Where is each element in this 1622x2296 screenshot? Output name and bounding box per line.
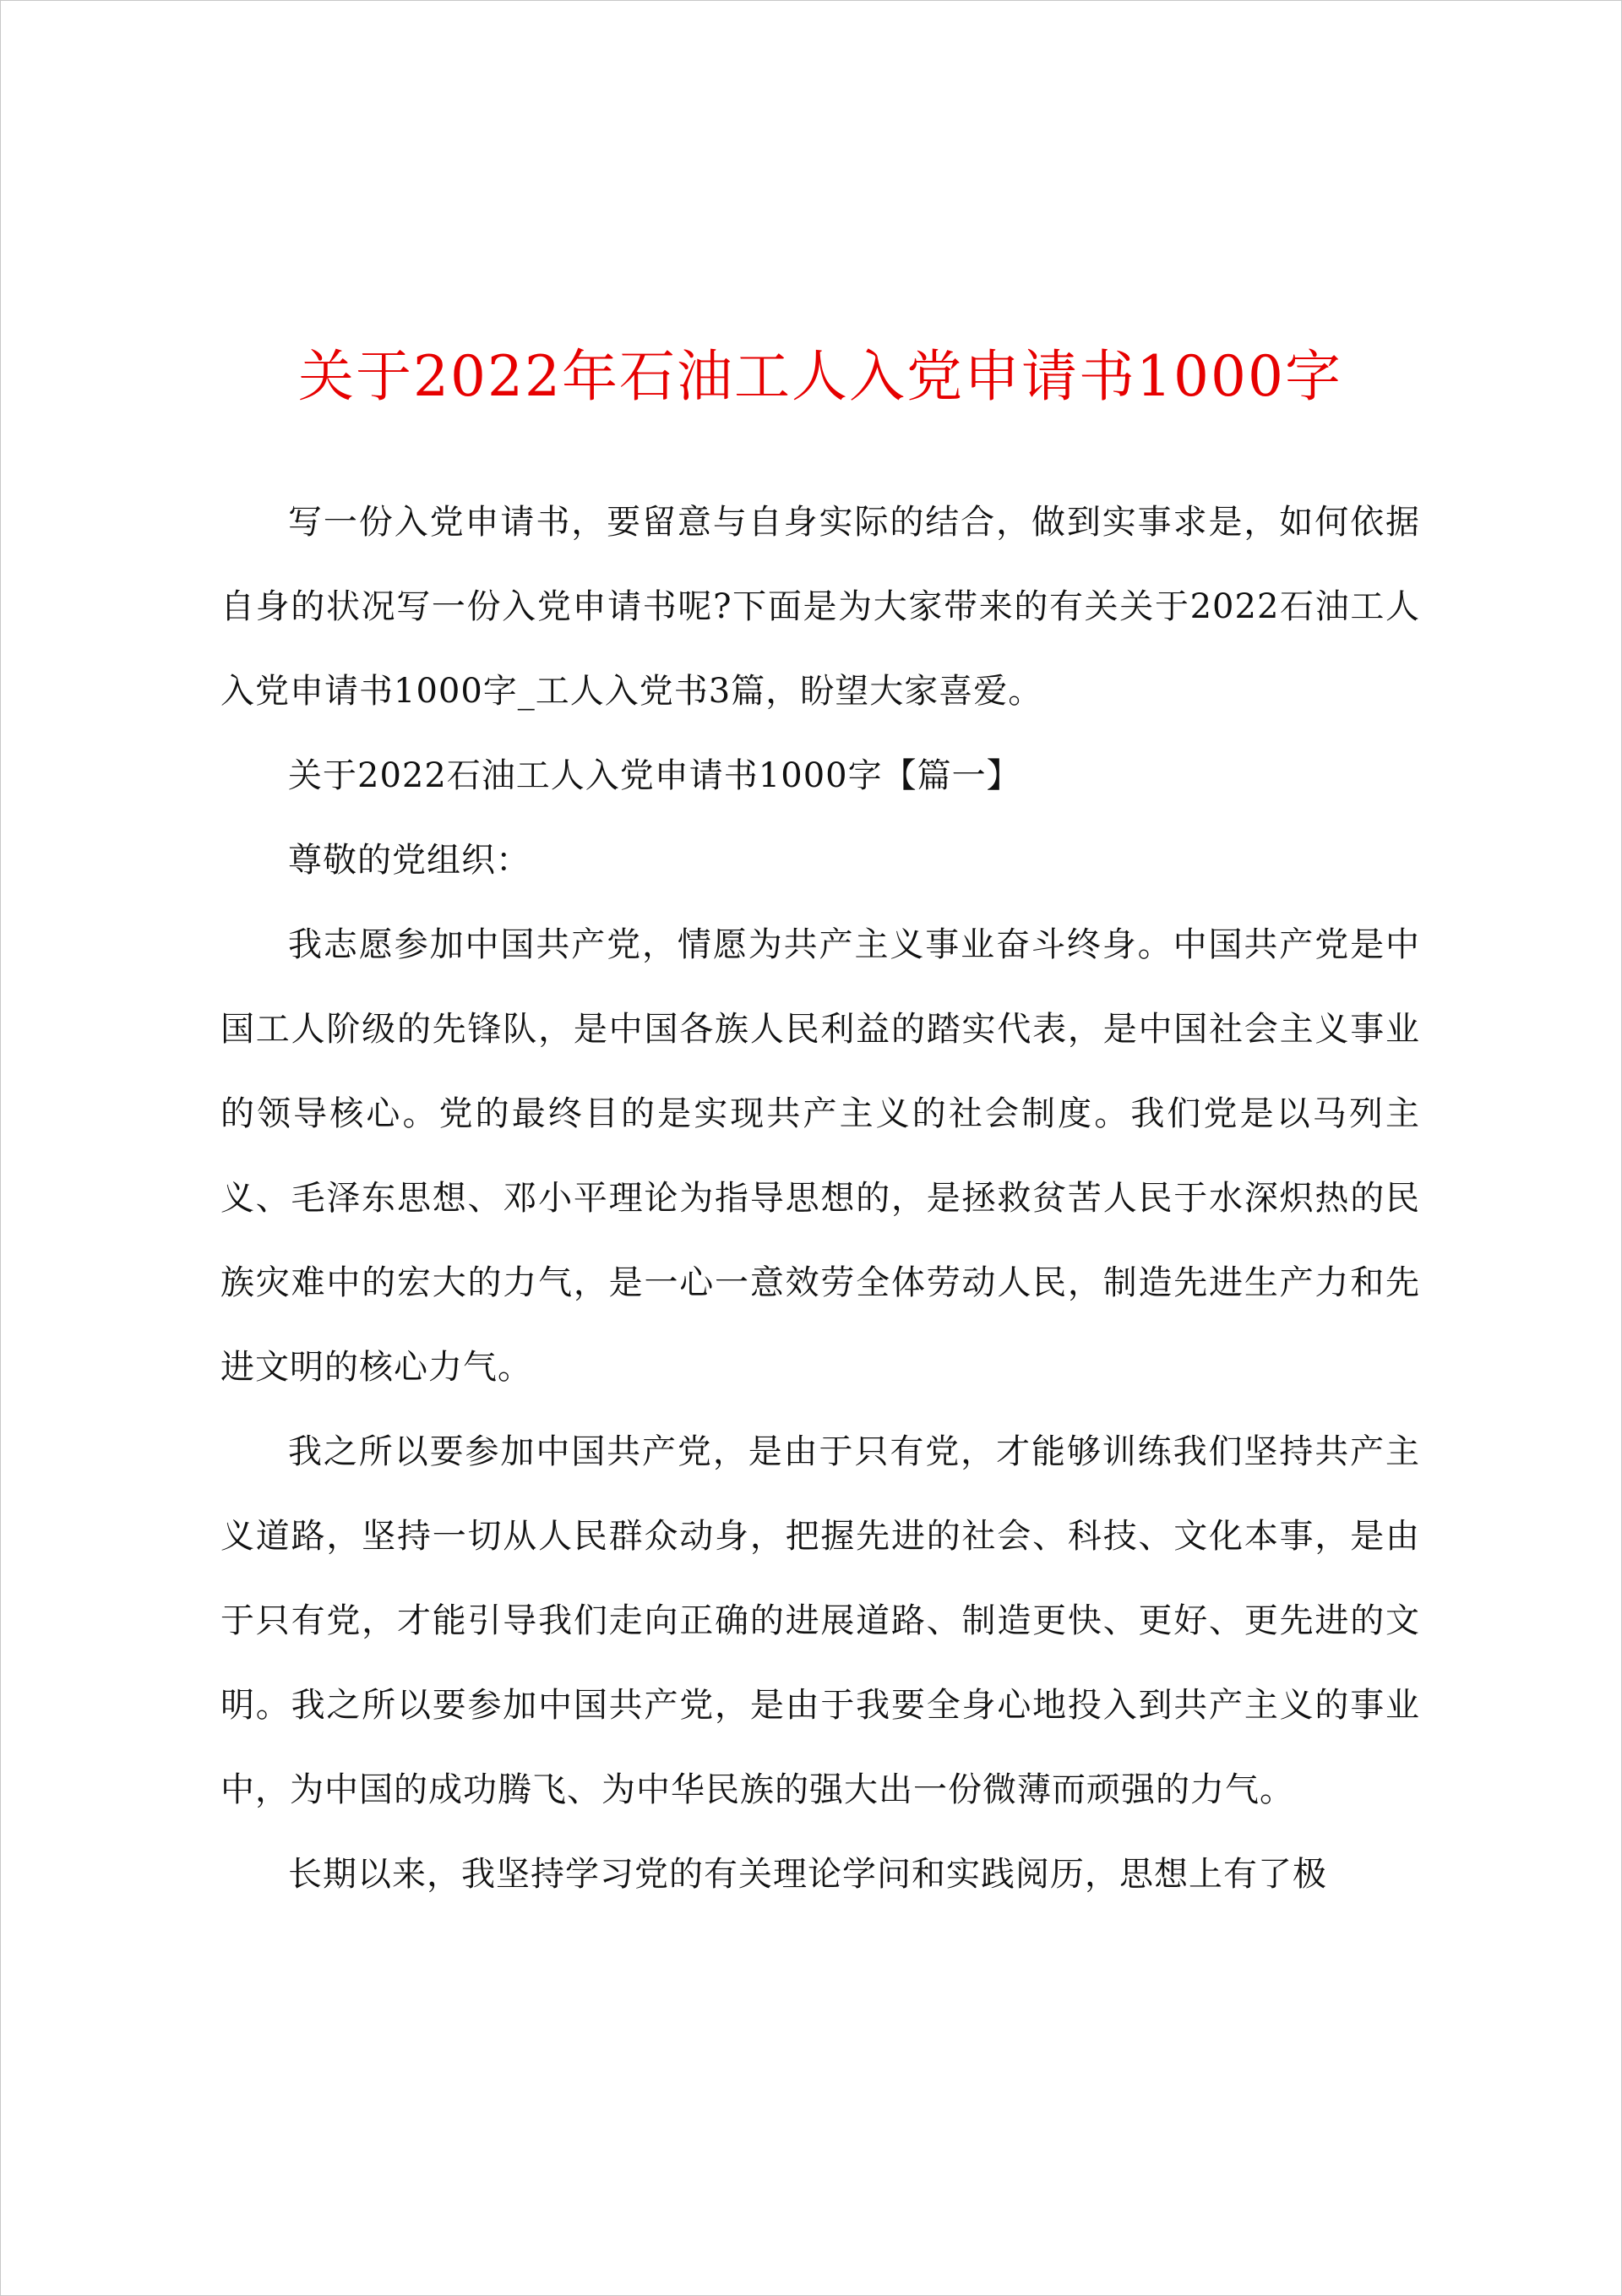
document-body	[220, 480, 1420, 1917]
intro-paragraph: 写一份入党申请书，要留意与自身实际的结合，做到实事求是，如何依据自身的状况写一份入党申请书呢?下面是为大家带来的有关关于2022石油工人入党申请书1000字_工人入党书3篇，盼望大家喜爱。	[220, 503, 1420, 711]
document-title: 关于2022年石油工人入党申请书1000字	[298, 344, 1342, 409]
section-heading: 关于2022石油工人入党申请书1000字【篇一】	[288, 756, 1021, 795]
body-paragraph: 我之所以要参加中国共产党，是由于只有党，才能够训练我们坚持共产主义道路，坚持一切从人民群众动身，把握先进的社会、科技、文化本事，是由于只有党，才能引导我们走向正确的进展道路、制造更快、更好、更先进的文明。我之所以要参加中国共产党，是由于我要全身心地投入到共产主义的事业中，为中国的成功腾飞、为中华民族的强大出一份微薄而顽强的力气。	[220, 1432, 1420, 1809]
body-paragraph: 长期以来，我坚持学习党的有关理论学问和实践阅历，思想上有了极	[288, 1855, 1327, 1894]
document-content	[220, 335, 1420, 1917]
salutation: 尊敬的党组织：	[288, 841, 531, 880]
body-paragraph: 我志愿参加中国共产党，情愿为共产主义事业奋斗终身。中国共产党是中国工人阶级的先锋队，是中国各族人民利益的踏实代表，是中国社会主义事业的领导核心。党的最终目的是实现共产主义的社会制度。我们党是以马列主义、毛泽东思想、邓小平理论为指导思想的，是拯救贫苦人民于水深炽热的民族灾难中的宏大的力气，是一心一意效劳全体劳动人民，制造先进生产力和先进文明的核心力气。	[220, 925, 1420, 1387]
